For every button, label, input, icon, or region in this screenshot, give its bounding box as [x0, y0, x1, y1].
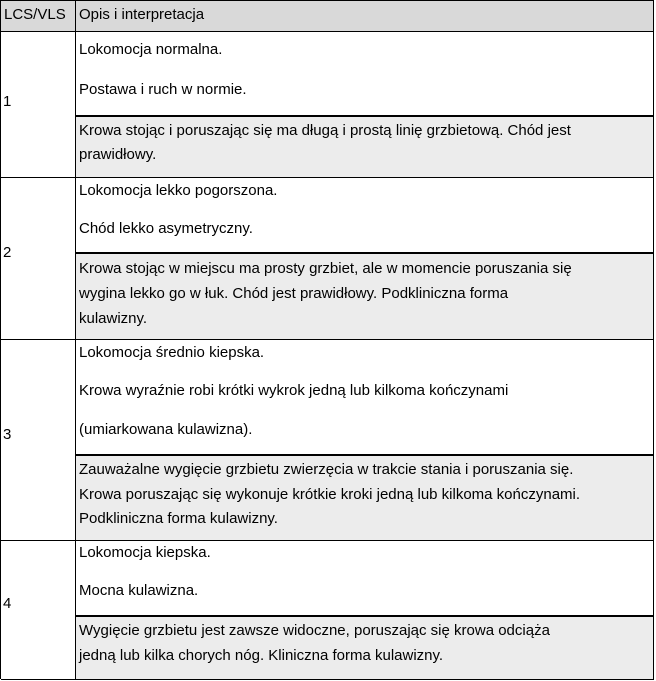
description-cell-4 [76, 617, 654, 680]
header-description-label: Opis i interpretacja [79, 6, 205, 23]
description-line: Krowa poruszając się wykonuje krótkie kroki jedną lub kilkoma kończynami. [79, 486, 581, 503]
score-cell-3 [1, 340, 76, 541]
description-cell-1 [76, 117, 654, 178]
locomotion-note: Chód lekko asymetryczny. [79, 220, 253, 237]
description-line: Podkliniczna forma kulawizny. [79, 510, 278, 527]
description-line: Krowa stojąc i poruszając się ma długą i prostą linię grzbietową. Chód jest [79, 122, 571, 139]
locomotion-cell-3 [76, 340, 654, 456]
description-line: jedną lub kilka chorych nóg. Kliniczna forma kulawizny. [79, 647, 444, 664]
header-cell-description [76, 1, 654, 32]
locomotion-note: Krowa wyraźnie robi krótki wykrok jedną lub kilkoma kończynami [79, 382, 509, 399]
score-cell-4 [1, 541, 76, 680]
description-line: Krowa stojąc w miejscu ma prosty grzbiet, ale w momencie poruszania się [79, 260, 572, 277]
description-cell-2 [76, 254, 654, 340]
score-value: 1 [3, 93, 12, 110]
description-line: prawidłowy. [79, 146, 157, 163]
header-score-label: LCS/VLS [4, 6, 66, 23]
score-value: 2 [3, 244, 12, 261]
locomotion-cell-2 [76, 178, 654, 254]
score-cell-1 [1, 32, 76, 178]
score-value: 3 [3, 426, 12, 443]
header-cell-score [1, 1, 76, 32]
description-line: kulawizny. [79, 310, 148, 327]
description-line: Zauważalne wygięcie grzbietu zwierzęcia w trakcie stania i poruszania się. [79, 461, 574, 478]
description-cell-3 [76, 456, 654, 541]
locomotion-title: Lokomocja lekko pogorszona. [79, 182, 278, 199]
locomotion-title: Lokomocja kiepska. [79, 544, 211, 561]
description-line: wygina lekko go w łuk. Chód jest prawidłowy. Podkliniczna forma [79, 285, 509, 302]
description-line: Wygięcie grzbietu jest zawsze widoczne, poruszając się krowa odciąża [79, 622, 550, 639]
locomotion-cell-4 [76, 541, 654, 617]
locomotion-title: Lokomocja normalna. [79, 41, 223, 58]
locomotion-title: Lokomocja średnio kiepska. [79, 344, 265, 361]
locomotion-cell-1 [76, 32, 654, 117]
score-value: 4 [3, 595, 12, 612]
locomotion-note: Mocna kulawizna. [79, 582, 199, 599]
score-cell-2 [1, 178, 76, 340]
locomotion-note: (umiarkowana kulawizna). [79, 421, 253, 438]
locomotion-note: Postawa i ruch w normie. [79, 81, 247, 98]
